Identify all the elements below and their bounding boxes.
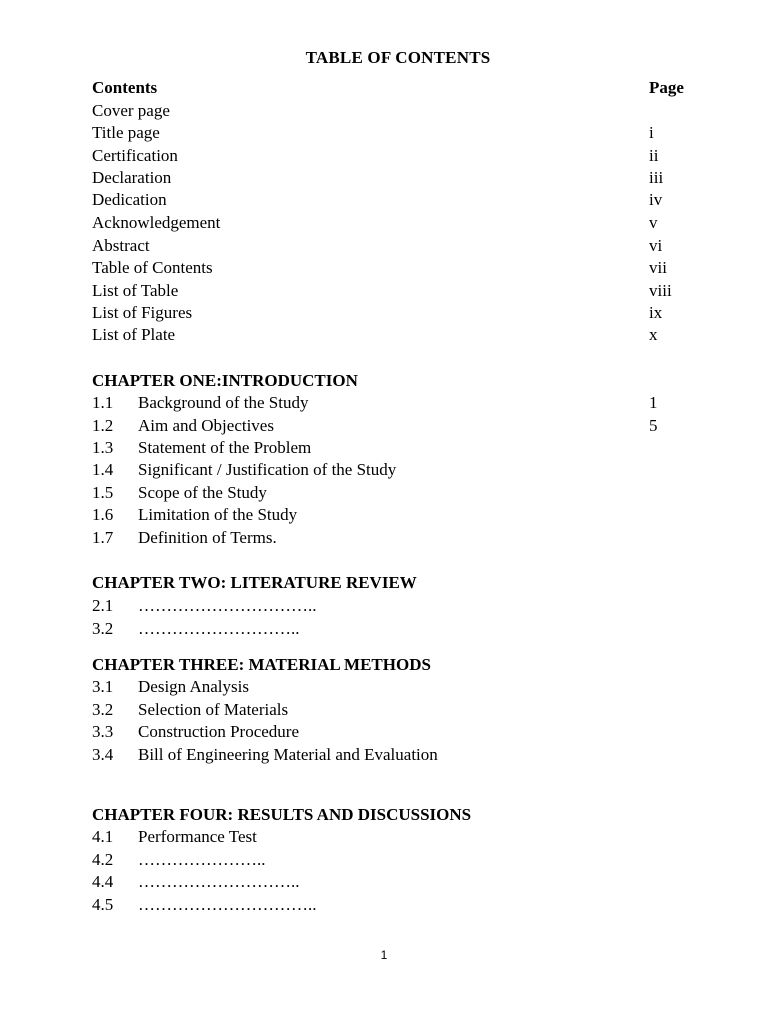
toc-entry [92, 871, 712, 893]
section-number: 1.7 [92, 528, 114, 547]
toc-entry-label: List of Figures [92, 303, 193, 322]
section-number: 1.4 [92, 460, 114, 479]
section-number: 4.2 [92, 850, 114, 869]
toc-entry [92, 212, 712, 234]
toc-entry [92, 849, 712, 871]
page-title: TABLE OF CONTENTS [305, 48, 491, 67]
toc-entry [92, 122, 712, 144]
toc-entry-page: iv [649, 190, 663, 209]
toc-entry [92, 699, 712, 721]
toc-entry [92, 100, 712, 122]
toc-entry-label: Aim and Objectives [138, 416, 274, 435]
section-number: 3.2 [92, 619, 114, 638]
toc-entry-page: vii [649, 258, 667, 277]
toc-entry-label: ………………………….. [138, 895, 317, 914]
toc-entry [92, 189, 712, 211]
toc-entry-label: Significant / Justification of the Study [138, 460, 397, 479]
toc-entry [92, 744, 712, 766]
toc-entry-label: Performance Test [138, 827, 257, 846]
section-number: 4.4 [92, 872, 114, 891]
page-column-header: Page [649, 78, 684, 97]
toc-entry-label: Certification [92, 146, 178, 165]
toc-entry [92, 145, 712, 167]
toc-entry [92, 459, 712, 481]
chapter-heading: CHAPTER FOUR: RESULTS AND DISCUSSIONS [92, 805, 472, 824]
toc-entry-page: iii [649, 168, 664, 187]
chapter-heading: CHAPTER ONE:INTRODUCTION [92, 371, 358, 390]
section-number: 4.1 [92, 827, 114, 846]
toc-entry [92, 167, 712, 189]
toc-entry-label: Bill of Engineering Material and Evaluation [138, 745, 438, 764]
section-number: 3.2 [92, 700, 114, 719]
section-number: 4.5 [92, 895, 114, 914]
toc-entry-page: ix [649, 303, 663, 322]
toc-entry [92, 527, 712, 549]
toc-entry [92, 235, 712, 257]
toc-entry-page: i [649, 123, 654, 142]
toc-entry [92, 392, 712, 414]
toc-entry-label: Scope of the Study [138, 483, 267, 502]
toc-entry [92, 280, 712, 302]
toc-entry-label: List of Plate [92, 325, 176, 344]
toc-entry-page: v [649, 213, 658, 232]
toc-entry-label: Abstract [92, 236, 150, 255]
toc-entry-label: Construction Procedure [138, 722, 299, 741]
section-number: 2.1 [92, 596, 114, 615]
toc-entry [92, 482, 712, 504]
toc-header-row [92, 77, 712, 99]
toc-entry-label: Limitation of the Study [138, 505, 298, 524]
section-number: 1.1 [92, 393, 114, 412]
toc-entry [92, 415, 712, 437]
section-number: 1.6 [92, 505, 114, 524]
toc-entry [92, 894, 712, 916]
toc-entry [92, 595, 712, 617]
toc-entry [92, 302, 712, 324]
chapter-heading: CHAPTER TWO: LITERATURE REVIEW [92, 573, 417, 592]
toc-entry-label: Table of Contents [92, 258, 213, 277]
toc-entry [92, 437, 712, 459]
toc-entry-label: Cover page [92, 101, 170, 120]
toc-entry [92, 826, 712, 848]
toc-entry-label: List of Table [92, 281, 179, 300]
section-number: 1.2 [92, 416, 114, 435]
toc-entry-page: 5 [649, 416, 658, 435]
toc-entry [92, 676, 712, 698]
toc-entry-label: Background of the Study [138, 393, 309, 412]
toc-entry [92, 324, 712, 346]
section-number: 3.3 [92, 722, 114, 741]
toc-entry-page: 1 [649, 393, 658, 412]
section-number: 1.5 [92, 483, 114, 502]
toc-entry-label: ……………………….. [138, 872, 300, 891]
toc-entry [92, 504, 712, 526]
contents-column-header: Contents [92, 78, 158, 97]
toc-entry-label: Design Analysis [138, 677, 249, 696]
toc-entry-label: ………………………….. [138, 596, 317, 615]
toc-entry-label: Statement of the Problem [138, 438, 312, 457]
toc-entry-label: Declaration [92, 168, 172, 187]
toc-entry-label: Dedication [92, 190, 167, 209]
toc-entry-label: Title page [92, 123, 160, 142]
section-number: 1.3 [92, 438, 114, 457]
section-number: 3.1 [92, 677, 114, 696]
toc-entry-label: Acknowledgement [92, 213, 221, 232]
toc-entry-page: x [649, 325, 658, 344]
toc-entry-page: ii [649, 146, 659, 165]
chapter-heading: CHAPTER THREE: MATERIAL METHODS [92, 655, 431, 674]
toc-entry [92, 618, 712, 640]
toc-entry-page: vi [649, 236, 663, 255]
toc-entry-label: Selection of Materials [138, 700, 289, 719]
toc-entry [92, 257, 712, 279]
toc-entry-page: viii [649, 281, 672, 300]
toc-entry-label: ……………………….. [138, 619, 300, 638]
section-number: 3.4 [92, 745, 114, 764]
toc-entry-label: ………………….. [138, 850, 266, 869]
page-number-footer: 1 [380, 948, 388, 962]
toc-entry-label: Definition of Terms. [138, 528, 277, 547]
toc-entry [92, 721, 712, 743]
